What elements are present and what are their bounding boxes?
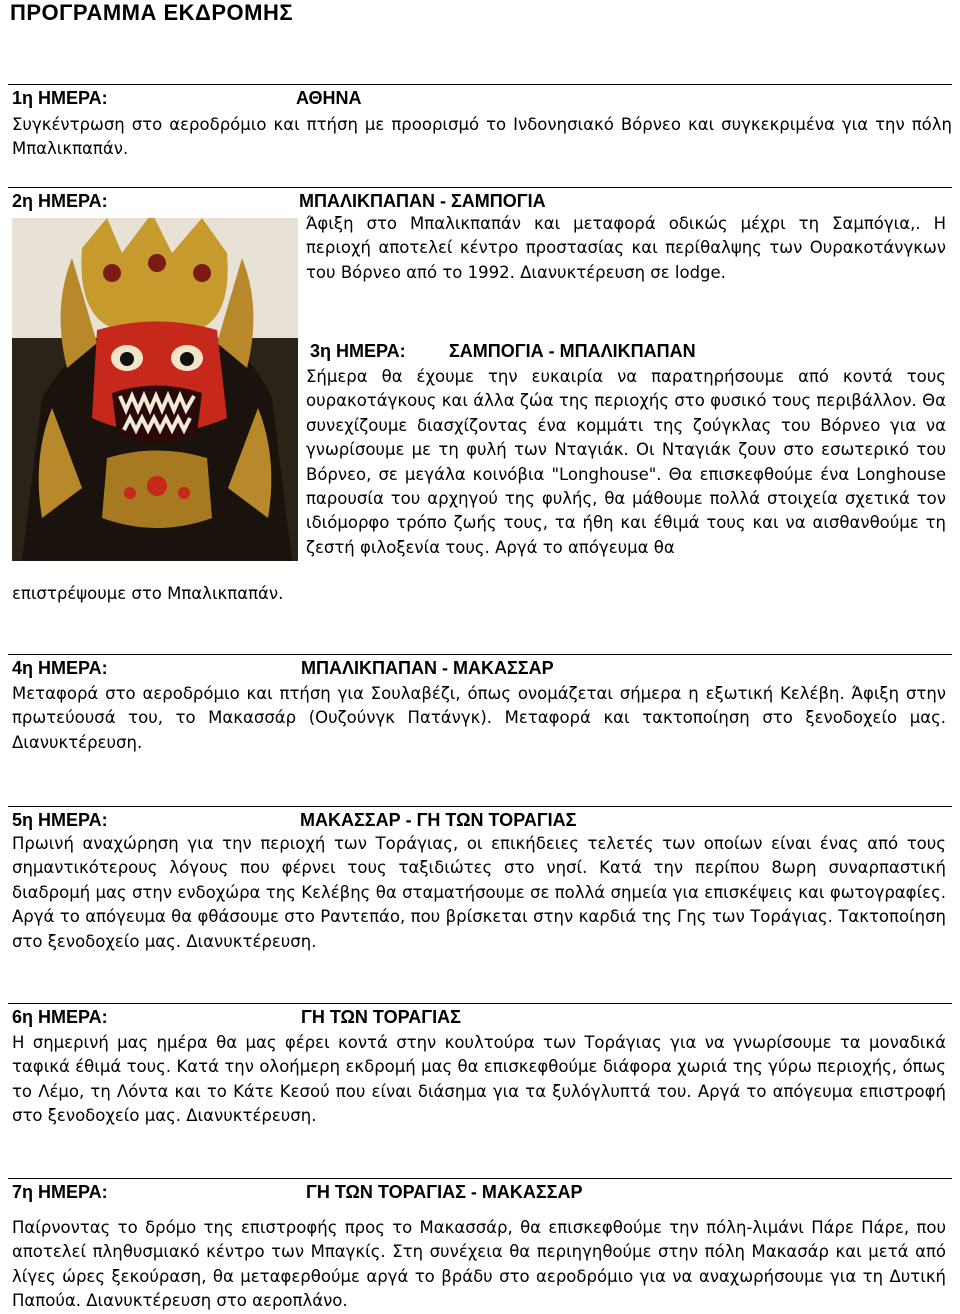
day-2-text: Άφιξη στο Μπαλικπαπάν και μεταφορά οδικώς μέχρι τη Σαμπόγια,. Η περιοχή αποτελεί κέντρο προστασίας και περίθαλψης των Ουρακοτάνγκων του Βόρνεο από το 1992. Διανυκτέρευση σε lodge. xyxy=(306,214,946,282)
day-7-header xyxy=(8,1178,952,1205)
day-4-destination: ΜΠΑΛΙΚΠΑΠΑΝ - ΜΑΚΑΣΣΑΡ xyxy=(301,658,554,678)
day-1-label: 1η ΗΜΕΡΑ: xyxy=(12,88,108,108)
day-6-destination: ΓΗ ΤΩΝ ΤΟΡΑΓΙΑΣ xyxy=(301,1007,461,1027)
day-5-label: 5η ΗΜΕΡΑ: xyxy=(12,810,108,830)
day-3-label: 3η ΗΜΕΡΑ: xyxy=(310,341,406,361)
day-1-header xyxy=(8,84,952,111)
day-5-destination: ΜΑΚΑΣΣΑΡ - ΓΗ ΤΩΝ ΤΟΡΑΓΙΑΣ xyxy=(300,810,577,830)
day-6-header xyxy=(8,1003,952,1030)
day-2-header xyxy=(8,187,952,214)
day-1-text: Συγκέντρωση στο αεροδρόμιο και πτήση με προορισμό το Ινδονησιακό Βόρνεο και συγκεκριμένα για την πόλη Μπαλικπαπάν. xyxy=(12,115,952,159)
day-4-text: Μεταφορά στο αεροδρόμιο και πτήση για Σουλαβέζι, όπως ονομάζεται σήμερα η εξωτική Κελέβη. Άφιξη στην πρωτεύουσά του, το Μακασσάρ (Ουζούνγκ Πατάνγκ). Μεταφορά και τακτοποίηση στο ξενοδοχείο μας. Διανυκτέρευση. xyxy=(12,684,946,752)
day-2-destination: ΜΠΑΛΙΚΠΑΠΑΝ - ΣΑΜΠΟΓΙΑ xyxy=(299,191,546,211)
day-3-destination: ΣΑΜΠΟΓΙΑ - ΜΠΑΛΙΚΠΑΠΑΝ xyxy=(449,341,696,361)
day-5-text: Πρωινή αναχώρηση για την περιοχή των Τοράγιας, οι επικήδειες τελετές των οποίων είναι ένας από τους σημαντικότερους λόγους που φέρνει τους ταξιδιώτες στο νησί. Κατά την περίπου 8ωρη συναρπαστική διαδρομή μας στην ενδοχώρα της Κελέβης θα σταματήσουμε σε πολλά σημεία για επισκέψεις και φωτογραφίες. Αργά το απόγευμα θα φθάσουμε στο Ραντεπάο, που βρίσκεται στην καρδιά της Γης των Τοράγιας. Τακτοποίηση στο ξενοδοχείο μας. Διανυκτέρευση. xyxy=(12,834,946,951)
day-6-label: 6η ΗΜΕΡΑ: xyxy=(12,1007,108,1027)
day-5-header xyxy=(8,806,952,833)
barong-mask-photo xyxy=(12,218,298,561)
day-4-header xyxy=(8,654,952,681)
day-4-label: 4η ΗΜΕΡΑ: xyxy=(12,658,108,678)
page-title: ΠΡΟΓΡΑΜΜΑ ΕΚΔΡΟΜΗΣ xyxy=(10,0,294,25)
day-6-text: Η σημερινή μας ημέρα θα μας φέρει κοντά στην κουλτούρα των Τοράγιας για να γνωρίσουμε τα μοναδικά ταφικά έθιμά τους. Κατά την ολοήμερη εκδρομή μας θα επισκεφθούμε διάφορα χωριά της γύρω περιοχής, όπως το Λέμο, τη Λόντα και το Κάτε Κεσού που είναι διάσημα για τα ξυλόγλυπτά του. Αργά το απόγευμα επιστροφή στο ξενοδοχείο μας. Διανυκτέρευση. xyxy=(12,1033,946,1126)
day-7-label: 7η ΗΜΕΡΑ: xyxy=(12,1182,108,1202)
day-7-text: Παίρνοντας το δρόμο της επιστροφής προς το Μακασσάρ, θα επισκεφθούμε την πόλη-λιμάνι Πάρε Πάρε, που αποτελεί πληθυσμιακό κέντρο των Μπαγκίς. Στη συνέχεια θα περιηγηθούμε στην πόλη Μακασάρ και μετά από λίγες ώρες ξεκούραση, θα μεταφερθούμε αργά το βράδυ στο αεροδρόμιο για να αναχωρήσουμε για τη Δυτική Παπούα. Διανυκτέρευση στο αεροπλάνο. xyxy=(12,1218,946,1311)
day-7-destination: ΓΗ ΤΩΝ ΤΟΡΑΓΙΑΣ - ΜΑΚΑΣΣΑΡ xyxy=(306,1182,583,1202)
day-1-destination: ΑΘΗΝΑ xyxy=(296,88,362,108)
day-3-header xyxy=(306,338,946,364)
day-2-label: 2η ΗΜΕΡΑ: xyxy=(12,191,108,211)
day-3-text-tail: επιστρέψουμε στο Μπαλικπαπάν. xyxy=(12,584,284,603)
day-3-text: Σήμερα θα έχουμε την ευκαιρία να παρατηρήσουμε από κοντά τους ουρακοτάγκους και άλλα ζώα της περιοχής στο φυσικό τους περιβάλλον. Θα συνεχίζουμε διασχίζοντας ένα κομμάτι της ζούγκλας του Βόρνεο για να γνωρίσουμε με τη φυλή των Νταγιάκ. Οι Νταγιάκ ζουν στο εσωτερικό του Βόρνεο, σε μεγάλα κοινόβια "Longhouse". Θα επισκεφθούμε ένα Longhouse παρουσία του αρχηγού της φυλής, θα μάθουμε πολλά στοιχεία σχετικά τον ιδιόμορφο τρόπο ζωής τους, τα ήθη και έθιμά τους και να αισθανθούμε τη ζεστή φιλοξενία τους. Αργά το απόγευμα θα xyxy=(306,367,946,557)
